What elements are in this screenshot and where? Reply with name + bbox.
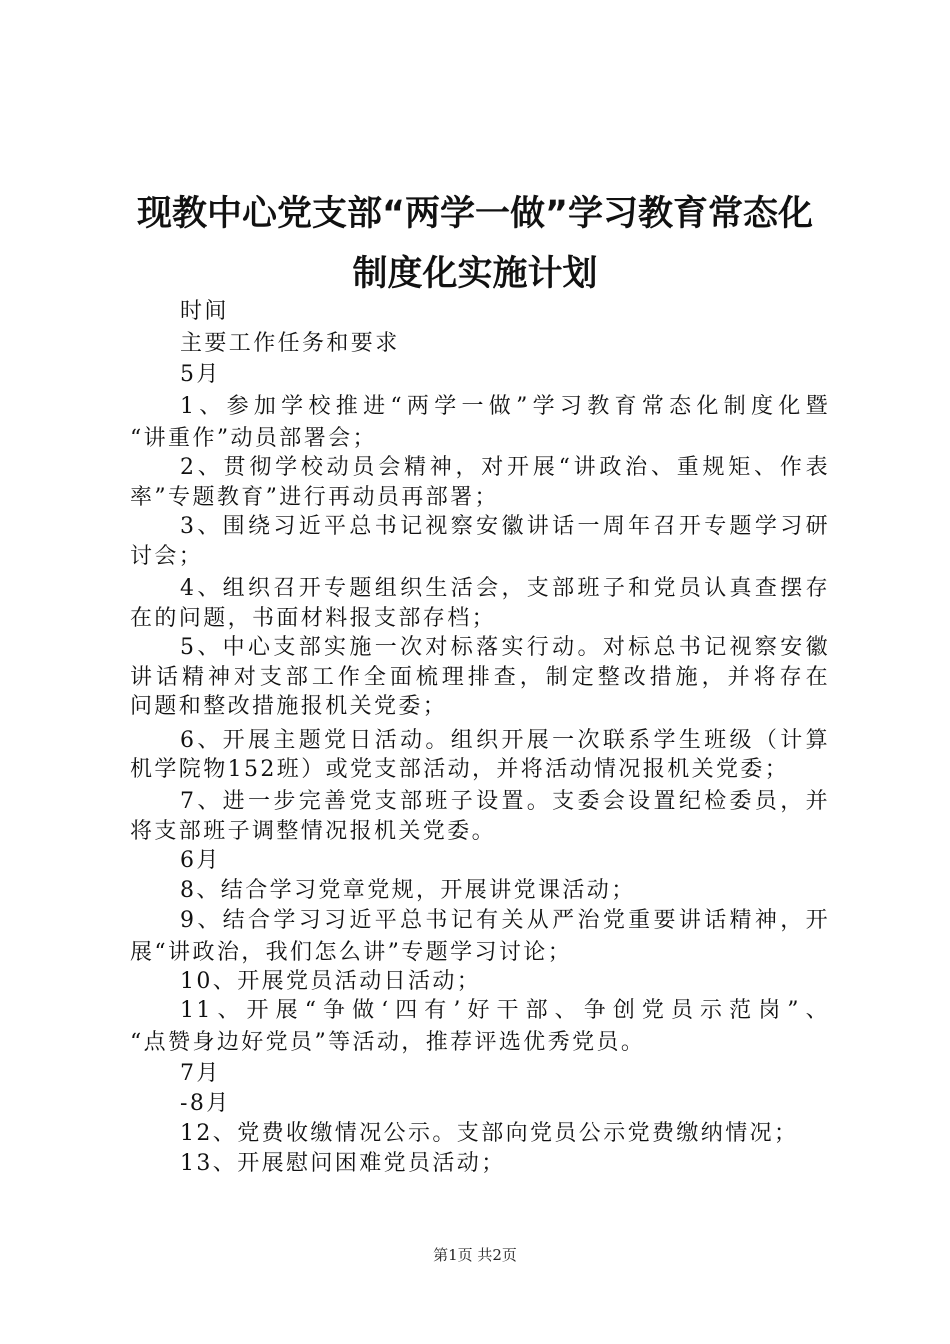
text-line: 10、开展党员活动日活动； xyxy=(180,969,482,994)
text-line: 讨会； xyxy=(130,544,204,569)
document-title-line-1: 现教中心党支部“两学一做”学习教育常态化 xyxy=(136,194,813,234)
text-line: 2、贯彻学校动员会精神，对开展“讲政治、重规矩、作表 xyxy=(180,455,830,480)
text-line: 1、参加学校推进“两学一做”学习教育常态化制度化暨 xyxy=(180,394,830,419)
text-line: 问题和整改措施报机关党委； xyxy=(130,694,448,719)
text-line: 在的问题，书面材料报支部存档； xyxy=(130,606,497,631)
text-line: 5月 xyxy=(180,362,221,387)
text-line: “讲重作”动员部署会； xyxy=(130,426,377,451)
page-number-footer: 第1页 共2页 xyxy=(433,1246,517,1264)
text-line: 5、中心支部实施一次对标落实行动。对标总书记视察安徽 xyxy=(180,635,830,660)
text-line: 13、开展慰问困难党员活动； xyxy=(180,1151,506,1176)
text-line: 主要工作任务和要求 xyxy=(180,331,400,356)
document-title-line-2: 制度化实施计划 xyxy=(352,254,598,294)
text-line: 11、开展“争做‘四有’好干部、争创党员示范岗”、 xyxy=(180,998,830,1023)
text-line: 率”专题教育”进行再动员再部署； xyxy=(130,485,499,510)
text-line: 展“讲政治，我们怎么讲”专题学习讨论； xyxy=(130,940,573,965)
text-line: 12、党费收缴情况公示。支部向党员公示党费缴纳情况； xyxy=(180,1121,799,1146)
text-line: 将支部班子调整情况报机关党委。 xyxy=(130,819,497,844)
text-line: 时间 xyxy=(180,299,229,324)
text-line: -8月 xyxy=(180,1091,231,1116)
text-line: 6、开展主题党日活动。组织开展一次联系学生班级（计算 xyxy=(180,728,830,753)
text-line: 9、结合学习习近平总书记有关从严治党重要讲话精神，开 xyxy=(180,908,830,933)
text-line: 7、进一步完善党支部班子设置。支委会设置纪检委员，并 xyxy=(180,789,830,814)
text-line: 7月 xyxy=(180,1061,221,1086)
text-line: 4、组织召开专题组织生活会，支部班子和党员认真查摆存 xyxy=(180,576,830,601)
text-line: 8、结合学习党章党规，开展讲党课活动； xyxy=(180,878,636,903)
text-line: 机学院物152班）或党支部活动，并将活动情况报机关党委； xyxy=(130,757,790,782)
text-line: 6月 xyxy=(180,848,221,873)
text-line: 讲话精神对支部工作全面梳理排查，制定整改措施，并将存在 xyxy=(130,665,830,690)
text-line: 3、围绕习近平总书记视察安徽讲话一周年召开专题学习研 xyxy=(180,514,830,539)
text-line: “点赞身边好党员”等活动，推荐评选优秀党员。 xyxy=(130,1030,646,1055)
